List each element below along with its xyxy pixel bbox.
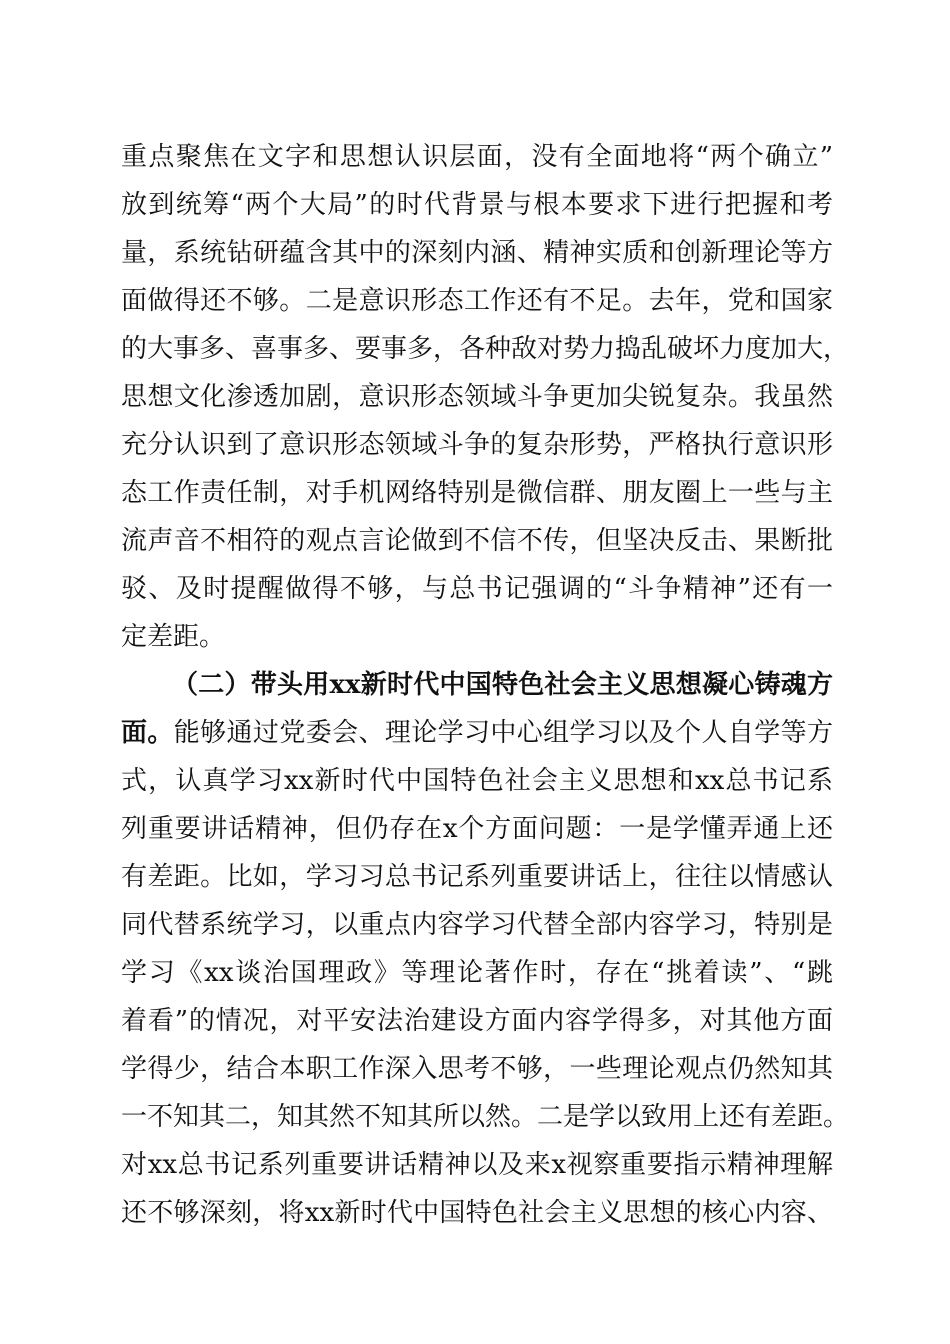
paragraph-text: 能够通过党委会、理论学习中心组学习以及个人自学等方 (173, 718, 833, 748)
paragraph-line: 同代替系统学习，以重点内容学习代替全部内容学习，特别是 (121, 910, 833, 940)
paragraph-line: 重点聚焦在文字和思想认识层面，没有全面地将“两个确立” (121, 142, 833, 172)
paragraph-line: 列重要讲话精神，但仍存在x个方面问题：一是学懂弄通上还 (121, 814, 833, 844)
paragraph-line: 面做得还不够。二是意识形态工作还有不足。去年，党和国家 (121, 286, 833, 316)
paragraph-line: 着看”的情况，对平安法治建设方面内容学得多，对其他方面 (121, 1006, 833, 1036)
paragraph-line: 量，系统钻研蕴含其中的深刻内涵、精神实质和创新理论等方 (121, 238, 833, 268)
paragraph-line: 学习《xx谈治国理政》等理论著作时，存在“挑着读”、“跳 (121, 958, 833, 988)
paragraph-line (121, 718, 833, 748)
paragraph-line: 有差距。比如，学习习总书记系列重要讲话上，往往以情感认 (121, 862, 833, 892)
paragraph-line: 流声音不相符的观点言论做到不信不传，但坚决反击、果断批 (121, 526, 833, 556)
paragraph-line: 放到统筹“两个大局”的时代背景与根本要求下进行把握和考 (121, 190, 833, 220)
section-heading: （二）带头用xx新时代中国特色社会主义思想凝心铸魂方 (172, 670, 833, 700)
paragraph-line: 驳、及时提醒做得不够，与总书记强调的“斗争精神”还有一 (121, 574, 833, 604)
paragraph-line: 一不知其二，知其然不知其所以然。二是学以致用上还有差距。 (121, 1102, 850, 1132)
paragraph-line: 式，认真学习xx新时代中国特色社会主义思想和xx总书记系 (121, 766, 833, 796)
paragraph-line: 学得少，结合本职工作深入思考不够，一些理论观点仍然知其 (121, 1054, 833, 1084)
paragraph-line: 对xx总书记系列重要讲话精神以及来x视察重要指示精神理解 (121, 1150, 833, 1180)
paragraph-line: 态工作责任制，对手机网络特别是微信群、朋友圈上一些与主 (121, 478, 833, 508)
paragraph-line: 定差距。 (121, 622, 226, 652)
paragraph-line: 还不够深刻，将xx新时代中国特色社会主义思想的核心内容、 (121, 1198, 833, 1228)
section-heading-end: 面。 (121, 718, 174, 748)
paragraph-line: 思想文化渗透加剧，意识形态领域斗争更加尖锐复杂。我虽然 (121, 382, 833, 412)
paragraph-line: 的大事多、喜事多、要事多，各种敌对势力捣乱破坏力度加大， (121, 334, 850, 364)
paragraph-line: 充分认识到了意识形态领域斗争的复杂形势，严格执行意识形 (121, 430, 833, 460)
